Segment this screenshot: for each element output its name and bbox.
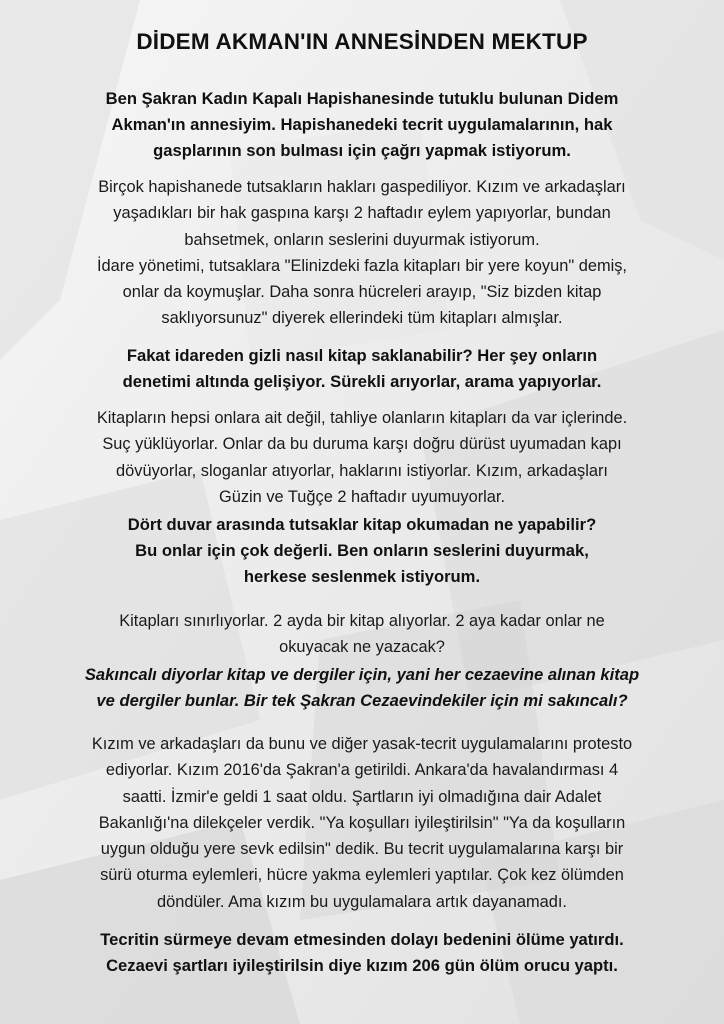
paragraph-line: bahsetmek, onların seslerini duyurmak istiyorum. bbox=[184, 230, 540, 249]
paragraph-line: dövüyorlar, sloganlar atıyorlar, haklarını istiyorlar. Kızım, arkadaşları bbox=[116, 461, 608, 480]
paragraph-line: okuyacak ne yazacak? bbox=[279, 638, 445, 657]
italic-paragraph bbox=[24, 662, 700, 714]
paragraph-4 bbox=[24, 731, 700, 915]
italic-line: ve dergiler bunlar. Bir tek Şakran Cezaevindekiler için mi sakıncalı? bbox=[96, 691, 628, 710]
bold-line: Fakat idareden gizli nasıl kitap saklanabilir? Her şey onların bbox=[126, 346, 598, 365]
bold-line: Bu onlar için çok değerli. Ben onların seslerini duyurmak, bbox=[135, 541, 589, 560]
paragraph-3 bbox=[24, 608, 700, 661]
intro-line: Ben Şakran Kadın Kapalı Hapishanesinde tutuklu bulunan Didem bbox=[105, 89, 619, 108]
bold-paragraph-2 bbox=[24, 512, 700, 590]
bold-line: Dört duvar arasında tutsaklar kitap okumadan ne yapabilir? bbox=[127, 515, 597, 534]
intro-line: gasplarının son bulması için çağrı yapmak istiyorum. bbox=[153, 141, 571, 160]
paragraph-line: yaşadıkları bir hak gaspına karşı 2 haftadır eylem yapıyorlar, bundan bbox=[113, 204, 611, 223]
paragraph-line: Kızım ve arkadaşları da bunu ve diğer yasak-tecrit uygulamalarını protesto bbox=[91, 735, 633, 753]
bold-line: herkese seslenmek istiyorum. bbox=[243, 567, 481, 586]
closing-line: Cezaevi şartları iyileştirilsin diye kızım 206 gün ölüm orucu yaptı. bbox=[106, 956, 618, 975]
paragraph-line: saklıyorsunuz" diyerek ellerindeki tüm kitapları almışlar. bbox=[161, 309, 563, 328]
paragraph-line: Güzin ve Tuğçe 2 haftadır uyumuyorlar. bbox=[218, 487, 506, 506]
intro-paragraph bbox=[24, 86, 700, 164]
paragraph-2 bbox=[24, 405, 700, 510]
paragraph-line: onlar da koymuşlar. Daha sonra hücreleri arayıp, "Siz bizden kitap bbox=[122, 283, 602, 302]
paragraph-line: uygun olduğu yere sevk edilsin" dedik. Bu tecrit uygulamalarına karşı bir bbox=[100, 840, 624, 859]
paragraph-line: döndüler. Ama kızım bu uygulamalara artık dayanamadı. bbox=[157, 892, 567, 911]
paragraph-line: saatti. İzmir'e geldi 1 saat oldu. Şartların iyi olmadığına dair Adalet bbox=[122, 787, 602, 806]
paragraph-line: Birçok hapishanede tutsakların hakları gaspediliyor. Kızım ve arkadaşları bbox=[98, 178, 626, 196]
paragraph-1 bbox=[24, 174, 700, 332]
page-title: DİDEM AKMAN'IN ANNESİNDEN MEKTUP bbox=[136, 29, 588, 54]
closing-line: Tecritin sürmeye devam etmesinden dolayı bedenini ölüme yatırdı. bbox=[100, 930, 624, 949]
paragraph-line: Kitapların hepsi onlara ait değil, tahliye olanların kitapları da var içlerinde. bbox=[96, 409, 628, 427]
bold-paragraph-1 bbox=[24, 343, 700, 395]
paragraph-line: Kitapları sınırlıyorlar. 2 ayda bir kitap alıyorlar. 2 aya kadar onlar ne bbox=[119, 612, 605, 630]
intro-line: Akman'ın annesiyim. Hapishanedeki tecrit uygulamalarının, hak bbox=[111, 115, 613, 134]
bold-line: denetimi altında gelişiyor. Sürekli arıyorlar, arama yapıyorlar. bbox=[122, 372, 602, 391]
paragraph-line: ediyorlar. Kızım 2016'da Şakran'a getirildi. Ankara'da havalandırması 4 bbox=[105, 761, 619, 780]
paragraph-line: Bakanlığı'na dilekçeler verdik. "Ya koşulları iyileştirilsin" "Ya da koşulların bbox=[98, 813, 626, 832]
closing-paragraph bbox=[24, 927, 700, 979]
paragraph-line: Suç yüklüyorlar. Onlar da bu duruma karşı doğru dürüst uyumadan kapı bbox=[102, 435, 622, 454]
italic-line: Sakıncalı diyorlar kitap ve dergiler için, yani her cezaevine alınan kitap bbox=[84, 665, 640, 684]
paragraph-line: sürü oturma eylemleri, hücre yakma eylemleri yaptılar. Çok kez ölümden bbox=[100, 866, 624, 885]
paragraph-line: İdare yönetimi, tutsaklara "Elinizdeki fazla kitapları bir yere koyun" demiş, bbox=[97, 256, 627, 275]
